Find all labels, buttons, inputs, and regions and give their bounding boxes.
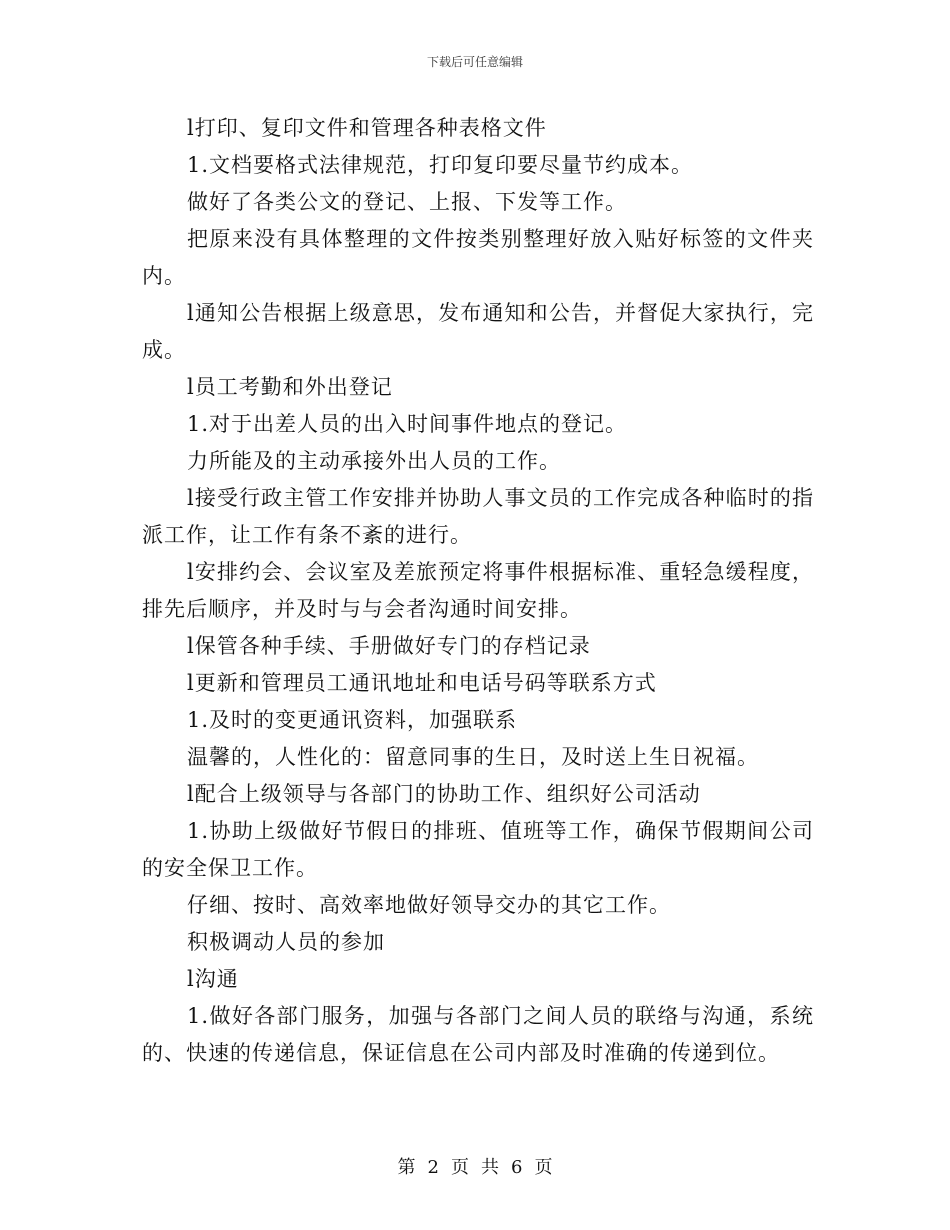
paragraph: 1.对于出差人员的出入时间事件地点的登记。 <box>187 412 628 436</box>
paragraph: 1.文档要格式法律规范，打印复印要尽量节约成本。 <box>187 153 694 177</box>
document-body <box>142 110 814 1072</box>
paragraph: 1.及时的变更通讯资料，加强联系 <box>187 708 518 732</box>
paragraph: l配合上级领导与各部门的协助工作、组织好公司活动 <box>187 782 701 806</box>
page-footer <box>0 1153 950 1179</box>
paragraph: 积极调动人员的参加 <box>187 930 385 954</box>
paragraph: 1.协助上级做好节假日的排班、值班等工作，确保节假期间公司的安全保卫工作。 <box>142 819 814 880</box>
paragraph: 1.做好各部门服务，加强与各部门之间人员的联络与沟通，系统的、快速的传递信息，保证信息在公司内部及时准确的传递到位。 <box>142 1004 814 1065</box>
footer-ye: 页 <box>451 1157 469 1178</box>
current-page-number: 2 <box>427 1157 439 1178</box>
paragraph: 力所能及的主动承接外出人员的工作。 <box>187 449 561 473</box>
paragraph: 仔细、按时、高效率地做好领导交办的其它工作。 <box>187 893 671 917</box>
paragraph: l通知公告根据上级意思，发布通知和公告，并督促大家执行，完成。 <box>142 301 814 362</box>
paragraph: 把原来没有具体整理的文件按类别整理好放入贴好标签的文件夹内。 <box>142 227 814 288</box>
footer-ye-end: 页 <box>534 1157 553 1178</box>
footer-gong: 共 <box>481 1157 499 1178</box>
total-pages-number: 6 <box>511 1157 523 1178</box>
paragraph: l安排约会、会议室及差旅预定将事件根据标准、重轻急缓程度，排先后顺序，并及时与与会者沟通时间安排。 <box>142 560 814 621</box>
paragraph: 温馨的，人性化的：留意同事的生日，及时送上生日祝福。 <box>187 745 759 769</box>
footer-di: 第 <box>397 1157 416 1178</box>
paragraph: l更新和管理员工通讯地址和电话号码等联系方式 <box>187 671 657 695</box>
paragraph: l保管各种手续、手册做好专门的存档记录 <box>187 634 591 658</box>
paragraph: l沟通 <box>187 967 239 991</box>
paragraph: 做好了各类公文的登记、上报、下发等工作。 <box>187 190 627 214</box>
paragraph: l接受行政主管工作安排并协助人事文员的工作完成各种临时的指派工作，让工作有条不紊的进行。 <box>142 486 814 547</box>
page-header: 下载后可任意编辑 <box>426 55 523 69</box>
paragraph: l打印、复印文件和管理各种表格文件 <box>187 116 547 140</box>
paragraph: l员工考勤和外出登记 <box>187 375 393 399</box>
